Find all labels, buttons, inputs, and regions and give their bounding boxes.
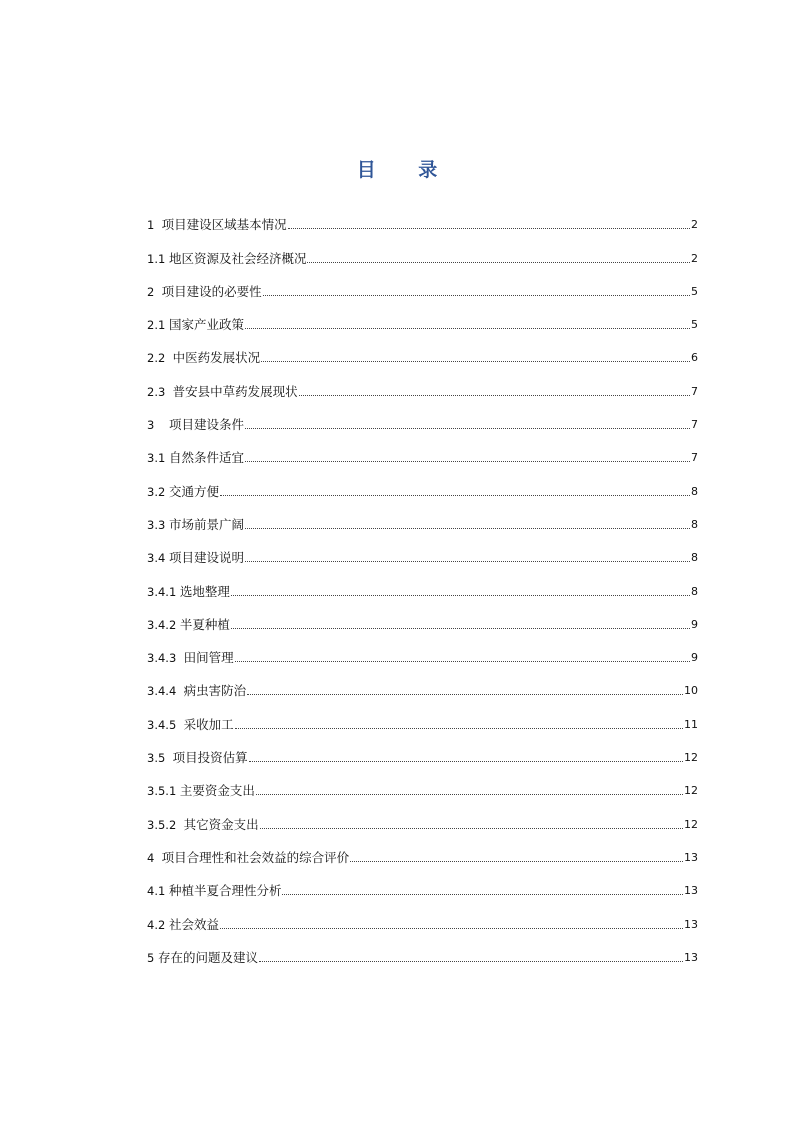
dot-leader bbox=[231, 594, 690, 596]
dot-leader bbox=[260, 827, 683, 829]
toc-entry[interactable] bbox=[147, 666, 698, 699]
toc-entry-page: 13 bbox=[684, 917, 698, 931]
dot-leader bbox=[220, 494, 690, 496]
toc-entry-number: 2 bbox=[147, 284, 162, 299]
dot-leader bbox=[263, 294, 690, 296]
toc-entry-title: 国家产业政策 bbox=[168, 317, 244, 333]
toc-entry-number: 4 bbox=[147, 850, 162, 865]
dot-leader bbox=[245, 527, 690, 529]
toc-entry[interactable] bbox=[147, 333, 698, 366]
toc-entry-title: 项目投资估算 bbox=[172, 750, 248, 766]
toc-entry-page: 8 bbox=[691, 584, 698, 598]
toc-entry-page: 9 bbox=[691, 651, 698, 665]
toc-entry-title: 半夏种植 bbox=[179, 616, 230, 632]
dot-leader bbox=[245, 460, 690, 462]
toc-entry-title: 社会效益 bbox=[168, 916, 219, 932]
toc-entry-page: 12 bbox=[684, 784, 698, 798]
toc-entry-number: 3.5.1 bbox=[147, 784, 180, 799]
dot-leader bbox=[247, 693, 683, 695]
toc-entry-number: 3.4.2 bbox=[147, 617, 180, 632]
toc-entry-title: 病虫害防治 bbox=[183, 683, 247, 699]
toc-entry-number: 3.4.1 bbox=[147, 584, 180, 599]
dot-leader bbox=[220, 927, 683, 929]
toc-entry-title: 普安县中草药发展现状 bbox=[172, 383, 298, 399]
toc-entry-page: 13 bbox=[684, 850, 698, 864]
toc-entry-page: 2 bbox=[691, 218, 698, 232]
toc-entry-page: 8 bbox=[691, 517, 698, 531]
toc-entry-number: 3.5 bbox=[147, 751, 173, 766]
toc-entry[interactable] bbox=[147, 633, 698, 666]
toc-entry[interactable] bbox=[147, 533, 698, 566]
dot-leader bbox=[288, 227, 690, 229]
dot-leader bbox=[235, 660, 690, 662]
toc-entry-number: 1 bbox=[147, 218, 162, 233]
toc-entry[interactable] bbox=[147, 200, 698, 233]
toc-entry-title: 中医药发展状况 bbox=[172, 350, 261, 366]
dot-leader bbox=[245, 427, 690, 429]
toc-entry-page: 2 bbox=[691, 251, 698, 265]
toc-entry[interactable] bbox=[147, 899, 698, 932]
toc-entry[interactable] bbox=[147, 699, 698, 732]
toc-entry-page: 12 bbox=[684, 817, 698, 831]
dot-leader bbox=[282, 893, 683, 895]
toc-entry-title: 主要资金支出 bbox=[179, 783, 255, 799]
toc-entry-number: 3.2 bbox=[147, 484, 169, 499]
toc-entry-page: 11 bbox=[684, 717, 698, 731]
toc-entry-title: 市场前景广阔 bbox=[168, 516, 244, 532]
dot-leader bbox=[259, 960, 683, 962]
dot-leader bbox=[245, 327, 690, 329]
toc-entry[interactable] bbox=[147, 466, 698, 499]
toc-entry-title: 项目建设条件 bbox=[168, 417, 244, 433]
toc-entry-title: 交通方便 bbox=[168, 483, 219, 499]
toc-entry-number: 2.2 bbox=[147, 351, 173, 366]
toc-entry-page: 13 bbox=[684, 950, 698, 964]
toc-entry-number: 3.4 bbox=[147, 551, 169, 566]
toc-entry-page: 10 bbox=[684, 684, 698, 698]
toc-entry[interactable] bbox=[147, 866, 698, 899]
toc-entry[interactable] bbox=[147, 799, 698, 832]
toc-entry[interactable] bbox=[147, 433, 698, 466]
toc-entry[interactable] bbox=[147, 600, 698, 633]
toc-entry-title: 项目建设的必要性 bbox=[161, 283, 262, 299]
toc-title: 目 录 bbox=[356, 159, 456, 181]
toc-entry-number: 3.1 bbox=[147, 451, 169, 466]
toc-entry-number: 5 bbox=[147, 950, 158, 965]
toc-entry-number: 3.5.2 bbox=[147, 817, 184, 832]
toc-entry-title: 采收加工 bbox=[183, 716, 234, 732]
toc-entry-page: 8 bbox=[691, 551, 698, 565]
dot-leader bbox=[245, 560, 690, 562]
toc-entry-title: 种植半夏合理性分析 bbox=[168, 883, 282, 899]
dot-leader bbox=[249, 760, 683, 762]
toc-entry[interactable] bbox=[147, 833, 698, 866]
dot-leader bbox=[350, 860, 683, 862]
toc-entry[interactable] bbox=[147, 233, 698, 266]
toc-entry-page: 12 bbox=[684, 751, 698, 765]
toc-entry-title: 项目合理性和社会效益的综合评价 bbox=[161, 849, 350, 865]
toc-entry[interactable] bbox=[147, 400, 698, 433]
toc-entry-page: 9 bbox=[691, 617, 698, 631]
toc-entry-page: 7 bbox=[691, 451, 698, 465]
toc-entry-page: 7 bbox=[691, 418, 698, 432]
table-of-contents bbox=[147, 200, 698, 966]
toc-entry-number: 3 bbox=[147, 418, 169, 433]
toc-entry-number: 2.1 bbox=[147, 318, 169, 333]
toc-entry[interactable] bbox=[147, 366, 698, 399]
toc-entry-page: 8 bbox=[691, 484, 698, 498]
toc-entry[interactable] bbox=[147, 500, 698, 533]
toc-entry-number: 1.1 bbox=[147, 251, 169, 266]
toc-entry-number: 4.1 bbox=[147, 884, 169, 899]
toc-entry-number: 3.4.3 bbox=[147, 651, 184, 666]
toc-entry-title: 其它资金支出 bbox=[183, 816, 259, 832]
toc-entry-page: 7 bbox=[691, 384, 698, 398]
dot-leader bbox=[261, 360, 690, 362]
toc-entry-number: 2.3 bbox=[147, 384, 173, 399]
toc-entry[interactable] bbox=[147, 566, 698, 599]
toc-entry-number: 3.4.5 bbox=[147, 717, 184, 732]
toc-entry-page: 13 bbox=[684, 884, 698, 898]
toc-entry-page: 5 bbox=[691, 318, 698, 332]
toc-entry[interactable] bbox=[147, 766, 698, 799]
dot-leader bbox=[307, 261, 690, 263]
toc-entry-number: 3.4.4 bbox=[147, 684, 184, 699]
toc-entry-title: 地区资源及社会经济概况 bbox=[168, 250, 307, 266]
toc-entry-title: 项目建设区域基本情况 bbox=[161, 217, 287, 233]
toc-entry[interactable] bbox=[147, 933, 698, 966]
toc-entry-title: 选地整理 bbox=[179, 583, 230, 599]
toc-entry-title: 自然条件适宜 bbox=[168, 450, 244, 466]
toc-entry-page: 5 bbox=[691, 284, 698, 298]
toc-entry-title: 田间管理 bbox=[183, 650, 234, 666]
dot-leader bbox=[299, 394, 690, 396]
toc-entry[interactable] bbox=[147, 300, 698, 333]
toc-entry-number: 4.2 bbox=[147, 917, 169, 932]
toc-entry-number: 3.3 bbox=[147, 517, 169, 532]
toc-entry-page: 6 bbox=[691, 351, 698, 365]
toc-entry-title: 项目建设说明 bbox=[168, 550, 244, 566]
dot-leader bbox=[256, 793, 683, 795]
toc-entry[interactable] bbox=[147, 267, 698, 300]
dot-leader bbox=[231, 627, 690, 629]
toc-entry[interactable] bbox=[147, 733, 698, 766]
toc-entry-title: 存在的问题及建议 bbox=[157, 949, 258, 965]
dot-leader bbox=[235, 727, 683, 729]
